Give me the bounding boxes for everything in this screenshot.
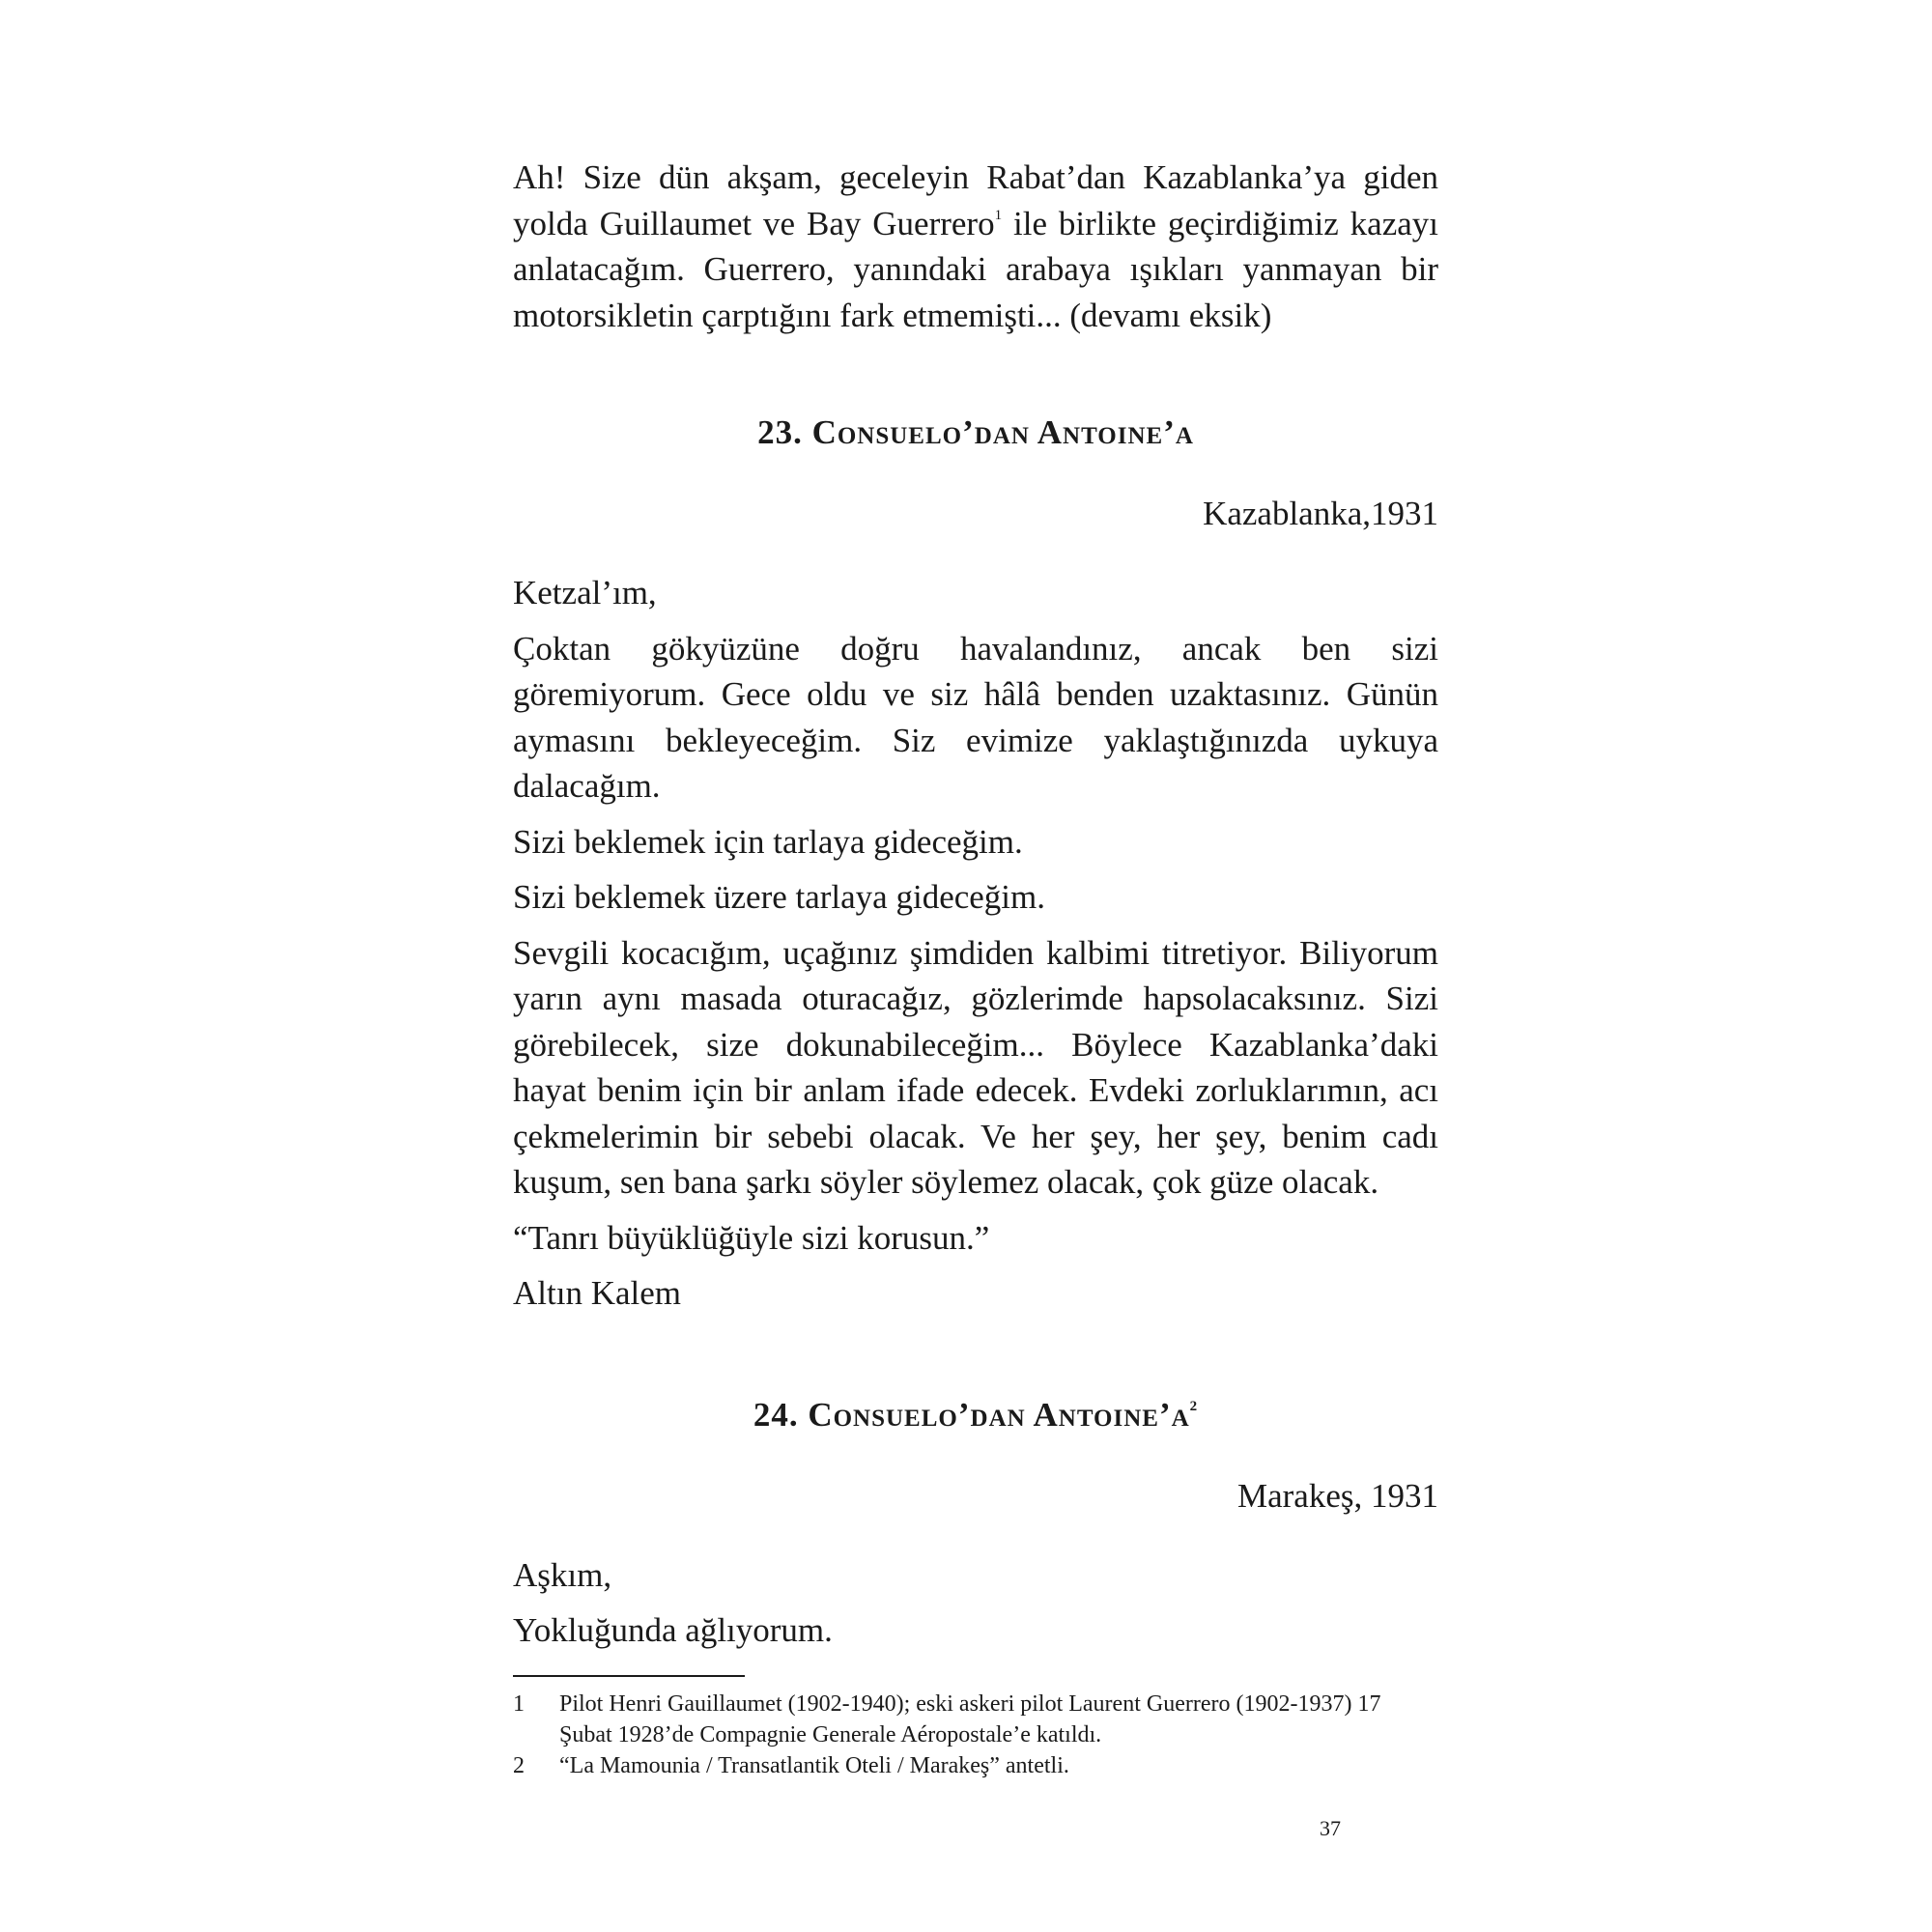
letter-23-paragraph: Çoktan gökyüzüne doğru havalandınız, ancak ben sizi göremiyorum. Gece oldu ve siz hâlâ benden uzaktasınız. Günün aymasını bekleyeceğim. Siz evimize yaklaştığınızda uykuya dalacağım.: [513, 629, 1438, 805]
footnote-rule: [513, 1675, 745, 1677]
letter-24-line: Yokluğunda ağlıyorum.: [513, 1611, 833, 1649]
footnotes: [513, 1689, 1438, 1781]
footnote: [513, 1750, 1438, 1781]
footnote-ref-2: 2: [1189, 1398, 1199, 1414]
letter-23-title: 23. Consuelo’dan Antoine’a: [757, 413, 1194, 451]
footnote-text: “La Mamounia / Transatlantik Oteli / Marakeş” antetli.: [559, 1752, 1069, 1778]
footnote-text: Pilot Henri Gauillaumet (1902-1940); eski askeri pilot Laurent Guerrero (1902-1937) 17 Şubat 1928’de Compagnie Generale Aéropostale’e katıldı.: [559, 1690, 1381, 1747]
letter-23-salutation: Ketzal’ım,: [513, 574, 657, 611]
footnote: [513, 1689, 1438, 1750]
letter-24-title-text: 24. Consuelo’dan Antoine’a: [753, 1395, 1190, 1434]
letter-24-salutation: Aşkım,: [513, 1555, 612, 1594]
footnote-ref-1: 1: [994, 207, 1003, 223]
letter-23-paragraph: Sevgili kocacığım, uçağınız şimdiden kalbimi titretiyor. Biliyorum yarın aynı masada oturacağız, gözlerimde hapsolacaksınız. Sizi görebilecek, size dokunabileceğim... Böylece Kazablanka’daki hayat benim için bir anlam ifade edecek. Evdeki zorluklarımın, acı çekmelerimin bir sebebi olacak. Ve her şey, her şey, benim cadı kuşum, sen bana şarkı söyler söylemez olacak, çok güze olacak.: [513, 933, 1438, 1201]
page-number: 37: [1320, 1816, 1341, 1840]
footnote-number: 1: [513, 1690, 525, 1717]
letter-23-dateline: Kazablanka,1931: [1203, 495, 1438, 532]
intro-paragraph: [513, 155, 1438, 338]
letter-24-dateline: Marakeş, 1931: [1236, 1476, 1438, 1515]
intro-text-b: ile birlikte geçirdiğimiz kazayı anlatacağım. Guerrero, yanındaki arabaya ışıkları yanmayan bir motorsikletin çarptığını fark etmemişti... (devamı eksik): [513, 204, 1439, 334]
letter-23-paragraph: “Tanrı büyüklüğüyle sizi korusun.”: [513, 1218, 990, 1257]
letter-24-title: [513, 1396, 1438, 1435]
letter-23-paragraph: Sizi beklemek üzere tarlaya gideceğim.: [513, 878, 1045, 916]
text-column: [513, 155, 1438, 1781]
letter-23-signature: Altın Kalem: [513, 1274, 681, 1312]
letter-23-paragraph: Sizi beklemek için tarlaya gideceğim.: [513, 822, 1023, 861]
intro-text-a: Ah! Size dün akşam, geceleyin Rabat’dan Kazablanka’ya giden yolda Guillaumet ve Bay Guerrero: [513, 158, 1438, 242]
footnote-number: 2: [513, 1752, 525, 1778]
